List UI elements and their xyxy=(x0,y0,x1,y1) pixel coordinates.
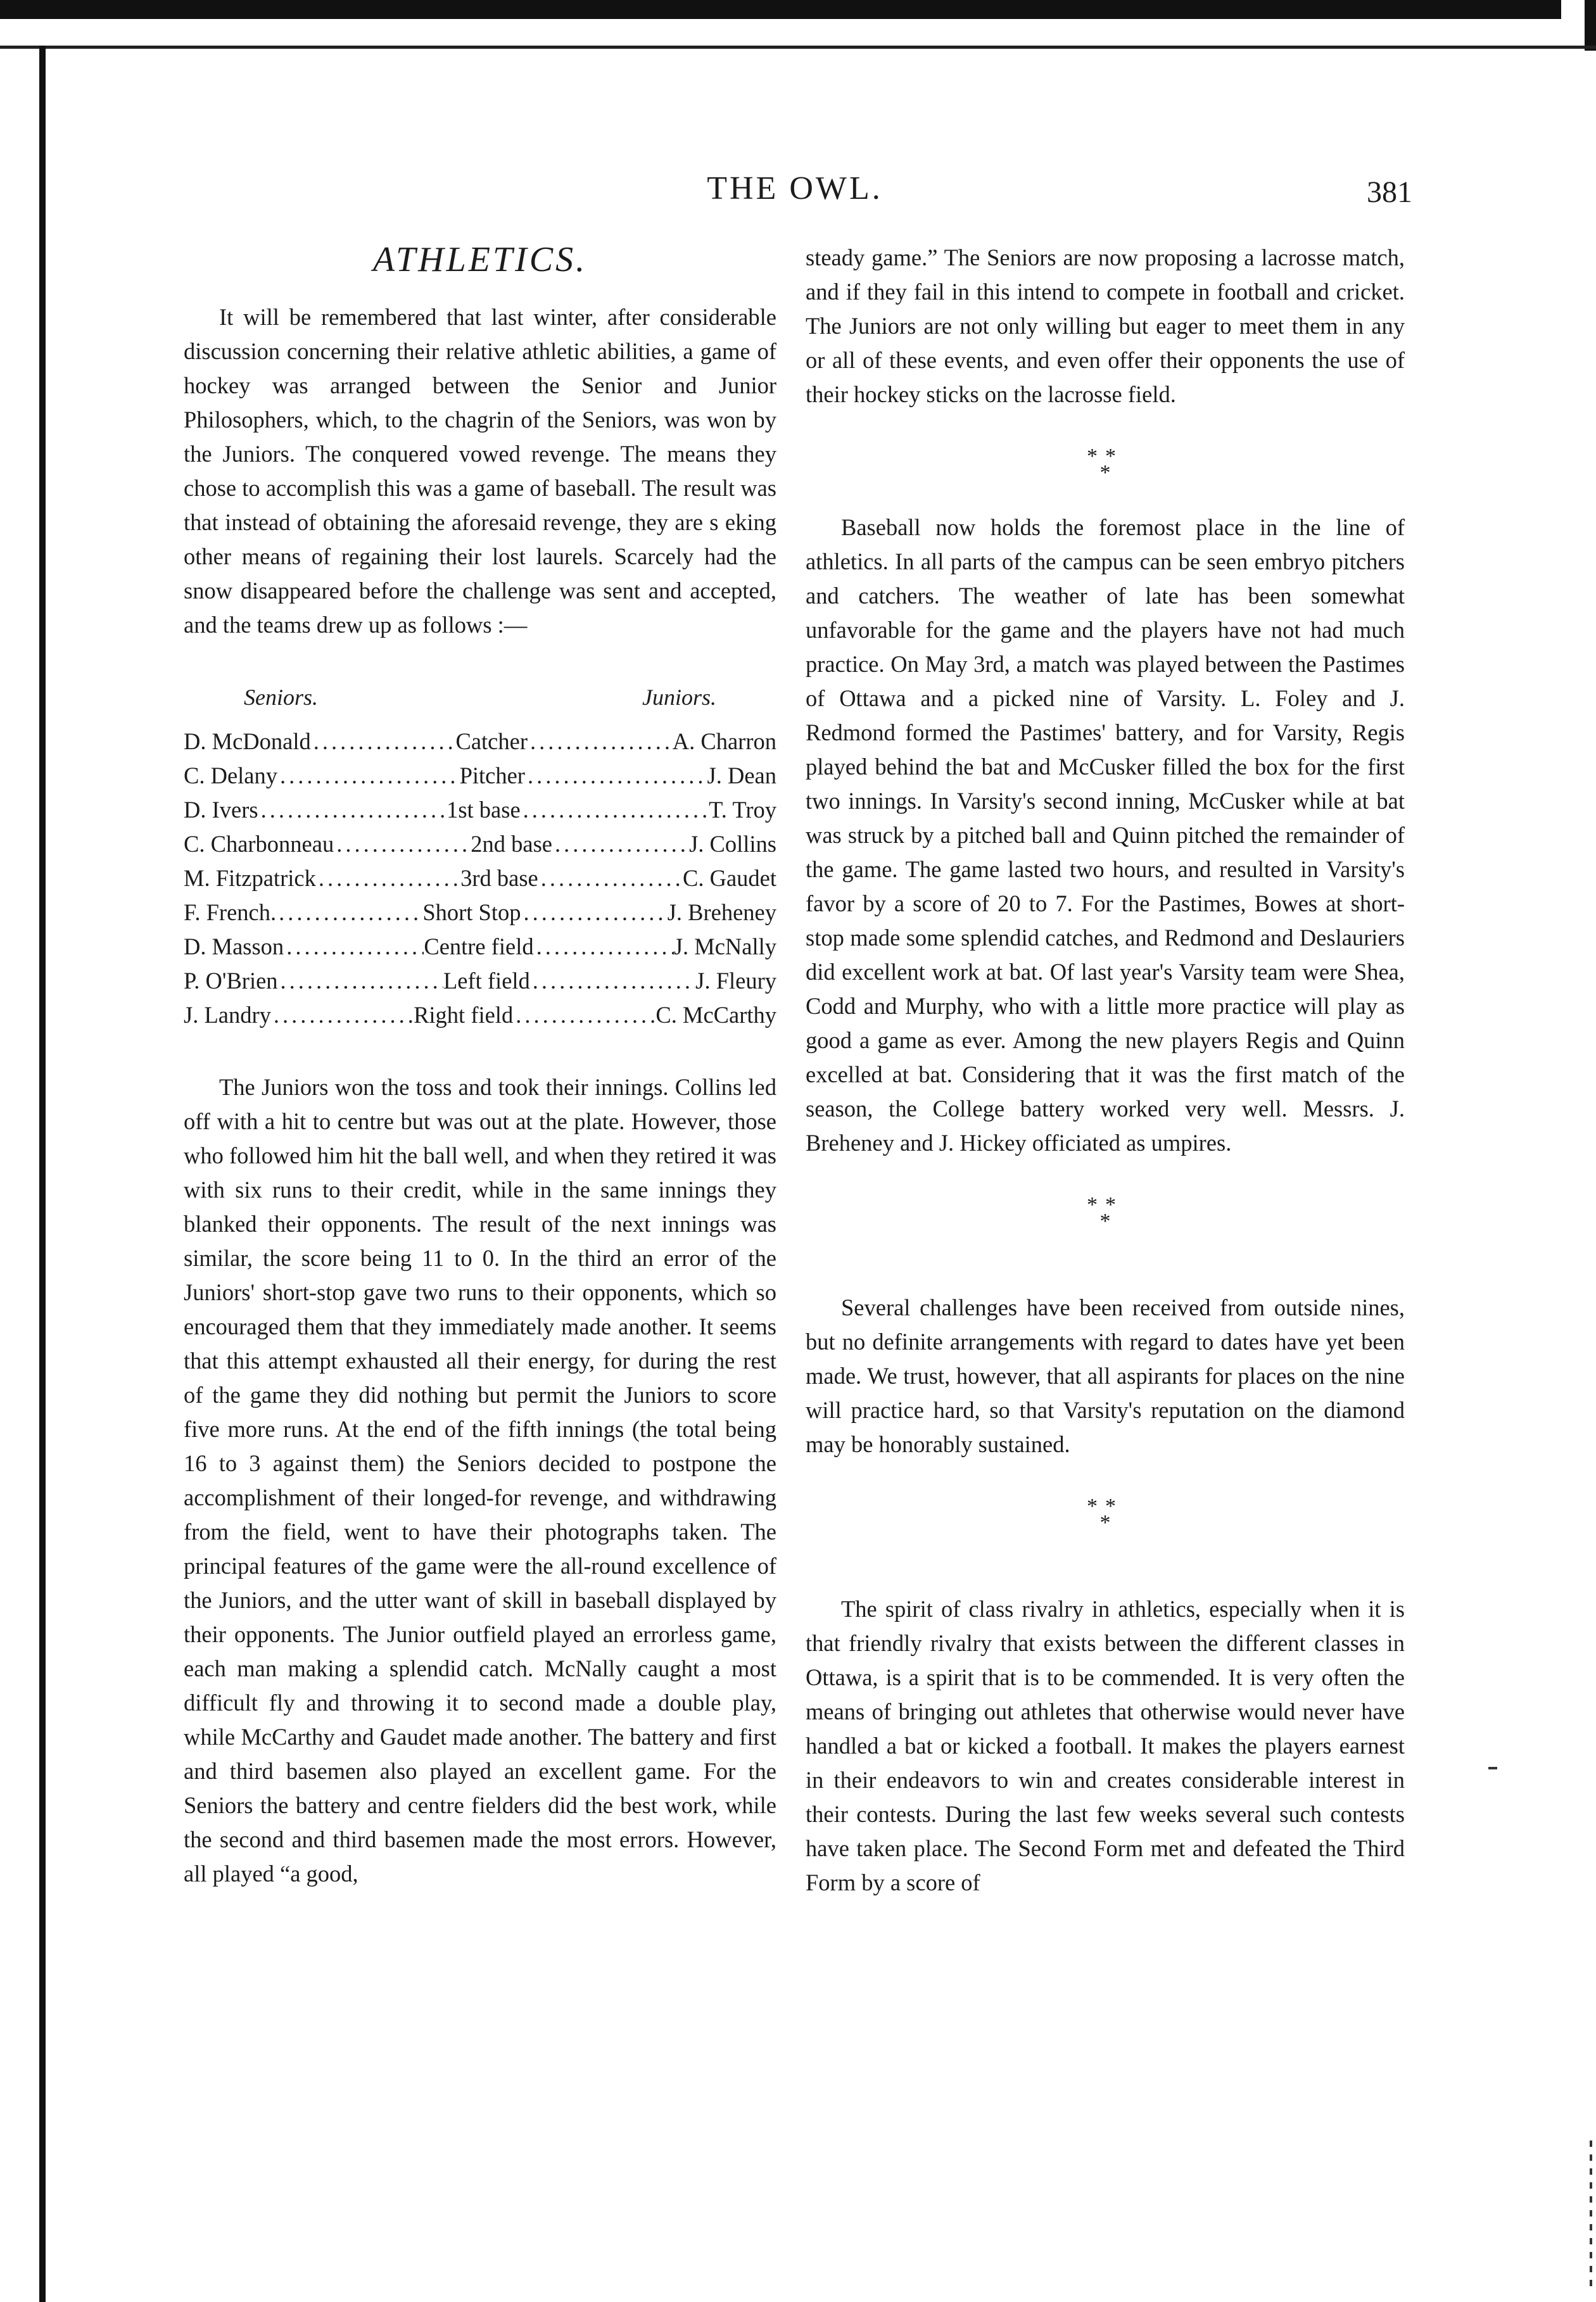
roster-row xyxy=(184,793,776,827)
roster-row xyxy=(184,827,776,861)
junior-player: C. Gaudet xyxy=(683,865,776,891)
junior-player: J. Collins xyxy=(689,831,776,857)
baseball-paragraph: Baseball now holds the foremost place in the line of athletics. In all parts of the campus can be seen embryo pitchers and catchers. The weather of late has been somewhat unfavorable for the game and the players have not had much practice. On May 3rd, a match was played between the Pastimes of Ottawa and a picked nine of Varsity. L. Foley and J. Redmond formed the Pastimes' battery, and for Varsity, Regis played behind the bat and McCusker filled the box for the first two innings. In Varsity's second inning, McCusker while at bat was struck by a pitched ball and Quinn pitched the remainder of the game. The game lasted two hours, and resulted in Varsity's favor by a score of 20 to 7. For the Pastimes, Bowes at short-stop made some splendid catches, and Redmond and Deslauriers did excellent work at bat. Of last year's Varsity team were Shea, Codd and Murphy, who with a little more practice will play as good a game as ever. Among the new players Regis and Quinn excelled at bat. Considering that it was the first match of the season, the College battery worked very well. Messrs. J. Breheney and J. Hickey officiated as umpires. xyxy=(806,514,1405,1156)
page-number: 381 xyxy=(1367,175,1412,209)
asterism-divider: ** * xyxy=(1087,1495,1124,1534)
leader-dots xyxy=(528,724,673,759)
leader-dots xyxy=(530,964,695,998)
team-roster xyxy=(184,680,776,1032)
running-header xyxy=(0,170,1596,220)
juniors-heading: Juniors. xyxy=(642,685,716,710)
journal-title: THE OWL. xyxy=(707,170,883,206)
class-rivalry-paragraph: The spirit of class rivalry in athletics, especially when it is that friendly rivalry that exists between the different classes in Ottawa, is a spirit that is to be commended. It is very often the means of bringing out athletes that otherwise would never have handled a bat or kicked a football. It makes the players earnest in their endeavors to win and creates considerable interest in their contests. During the last few weeks several such contests have taken place. The Second Form met and defeated the Third Form by a score of xyxy=(806,1596,1405,1895)
senior-player: M. Fitzpatrick xyxy=(184,865,316,891)
junior-player: J. McNally xyxy=(673,933,777,959)
top-thin-rule xyxy=(0,46,1596,49)
leader-dots xyxy=(277,759,460,793)
leader-dots xyxy=(278,964,443,998)
right-column xyxy=(806,241,1405,1900)
leader-dots xyxy=(311,724,456,759)
senior-player: C. Charbonneau xyxy=(184,831,334,857)
roster-header xyxy=(184,680,776,714)
senior-player: F. French. xyxy=(184,899,277,925)
continuation-paragraph: steady game.” The Seniors are now proposing a lacrosse match, and if they fail in this intend to compete in football and cricket. The Juniors are not only willing but eager to meet them in any or all of these events, and even offer their opponents the use of their hockey sticks on the lacrosse field. xyxy=(806,244,1405,407)
junior-player: C. McCarthy xyxy=(656,1002,776,1028)
junior-player: J. Dean xyxy=(707,762,777,788)
senior-player: P. O'Brien xyxy=(184,968,278,994)
senior-player: J. Landry xyxy=(184,1002,271,1028)
roster-row xyxy=(184,759,776,793)
leader-dots xyxy=(534,930,674,964)
field-position: Pitcher xyxy=(459,762,525,788)
challenges-paragraph: Several challenges have been received from outside nines, but no definite arrangements with regard to dates have yet been made. We trust, however, that all aspirants for places on the nine will practice hard, so that Varsity's reputation on the diamond may be honorably sustained. xyxy=(806,1294,1405,1457)
leader-dots xyxy=(538,861,683,895)
leader-dots xyxy=(276,895,422,930)
intro-paragraph: It will be remembered that last winter, after considerable discussion concerning their relative athletic abilities, a game of hockey was arranged between the Senior and Junior Philosophers, which, to the chagrin of the Seniors, was won by the Juniors. The conquered vowed revenge. The means they chose to accomplish this was a game of baseball. The result was that instead of obtaining the aforesaid revenge, they are s eking other means of regaining their lost laurels. Scarcely had the snow disappeared before the challenge was sent and accepted, and the teams drew up as follows :— xyxy=(184,304,776,638)
leader-dots xyxy=(521,895,667,930)
field-position: Right field xyxy=(414,1002,514,1028)
leader-dots xyxy=(552,827,689,861)
field-position: Left field xyxy=(443,968,530,994)
corner-mark xyxy=(1585,0,1596,51)
leader-dots xyxy=(525,759,707,793)
field-position: 1st base xyxy=(446,797,521,823)
roster-row xyxy=(184,964,776,998)
roster-row xyxy=(184,895,776,930)
leader-dots xyxy=(316,861,460,895)
field-position: Catcher xyxy=(455,728,528,754)
roster-row xyxy=(184,861,776,895)
margin-mark xyxy=(1488,1767,1497,1769)
field-position: Short Stop xyxy=(422,899,521,925)
leader-dots xyxy=(284,930,424,964)
senior-player: D. McDonald xyxy=(184,728,311,754)
left-column xyxy=(184,241,776,1891)
edge-scan-marks xyxy=(1590,2141,1592,2286)
roster-row xyxy=(184,930,776,964)
seniors-heading: Seniors. xyxy=(244,685,318,710)
top-border-rule xyxy=(0,0,1561,19)
leader-dots xyxy=(513,998,656,1032)
junior-player: A. Charron xyxy=(672,728,776,754)
left-binding-rule xyxy=(39,46,46,2302)
junior-player: T. Troy xyxy=(709,797,777,823)
asterism-divider: ** * xyxy=(1087,1193,1124,1233)
leader-dots xyxy=(334,827,471,861)
field-position: Centre field xyxy=(424,933,534,959)
senior-player: D. Ivers xyxy=(184,797,258,823)
asterism-divider: ** * xyxy=(1087,445,1124,484)
roster-rows xyxy=(184,724,776,1032)
junior-player: J. Breheney xyxy=(667,899,776,925)
roster-row xyxy=(184,998,776,1032)
leader-dots xyxy=(521,793,709,827)
leader-dots xyxy=(258,793,447,827)
field-position: 3rd base xyxy=(460,865,538,891)
field-position: 2nd base xyxy=(471,831,552,857)
junior-player: J. Fleury xyxy=(695,968,776,994)
section-title: ATHLETICS. xyxy=(372,240,588,279)
game-report-paragraph: The Juniors won the toss and took their innings. Collins led off with a hit to centre but was out at the plate. However, those who followed him hit the ball well, and when they retired it was with six runs to their credit, while in the same innings they blanked their opponents. The result of the next innings was similar, the score being 11 to 0. In the third an error of the Juniors' short-stop gave two runs to their opponents, which so encouraged them that they immediately made another. It seems that this attempt exhausted all their energy, for during the rest of the game they did nothing but permit the Juniors to score five more runs. At the end of the fifth innings (the total being 16 to 3 against them) the Seniors decided to postpone the accomplishment of their longed-for revenge, and withdrawing from the field, went to have their photographs taken. The principal features of the game were the all-round excellence of the Juniors, and the utter want of skill in baseball displayed by their opponents. The Junior outfield played an errorless game, each man making a splendid catch. McNally caught a most difficult fly and throwing it to second made a double play, while McCarthy and Gaudet made another. The battery and first and third basemen also played an excellent game. For the Seniors the battery and centre fielders did the best work, while the second and third basemen made the most errors. However, all played “a good, xyxy=(184,1074,776,1887)
roster-row xyxy=(184,724,776,759)
senior-player: D. Masson xyxy=(184,933,284,959)
leader-dots xyxy=(271,998,414,1032)
senior-player: C. Delany xyxy=(184,762,277,788)
